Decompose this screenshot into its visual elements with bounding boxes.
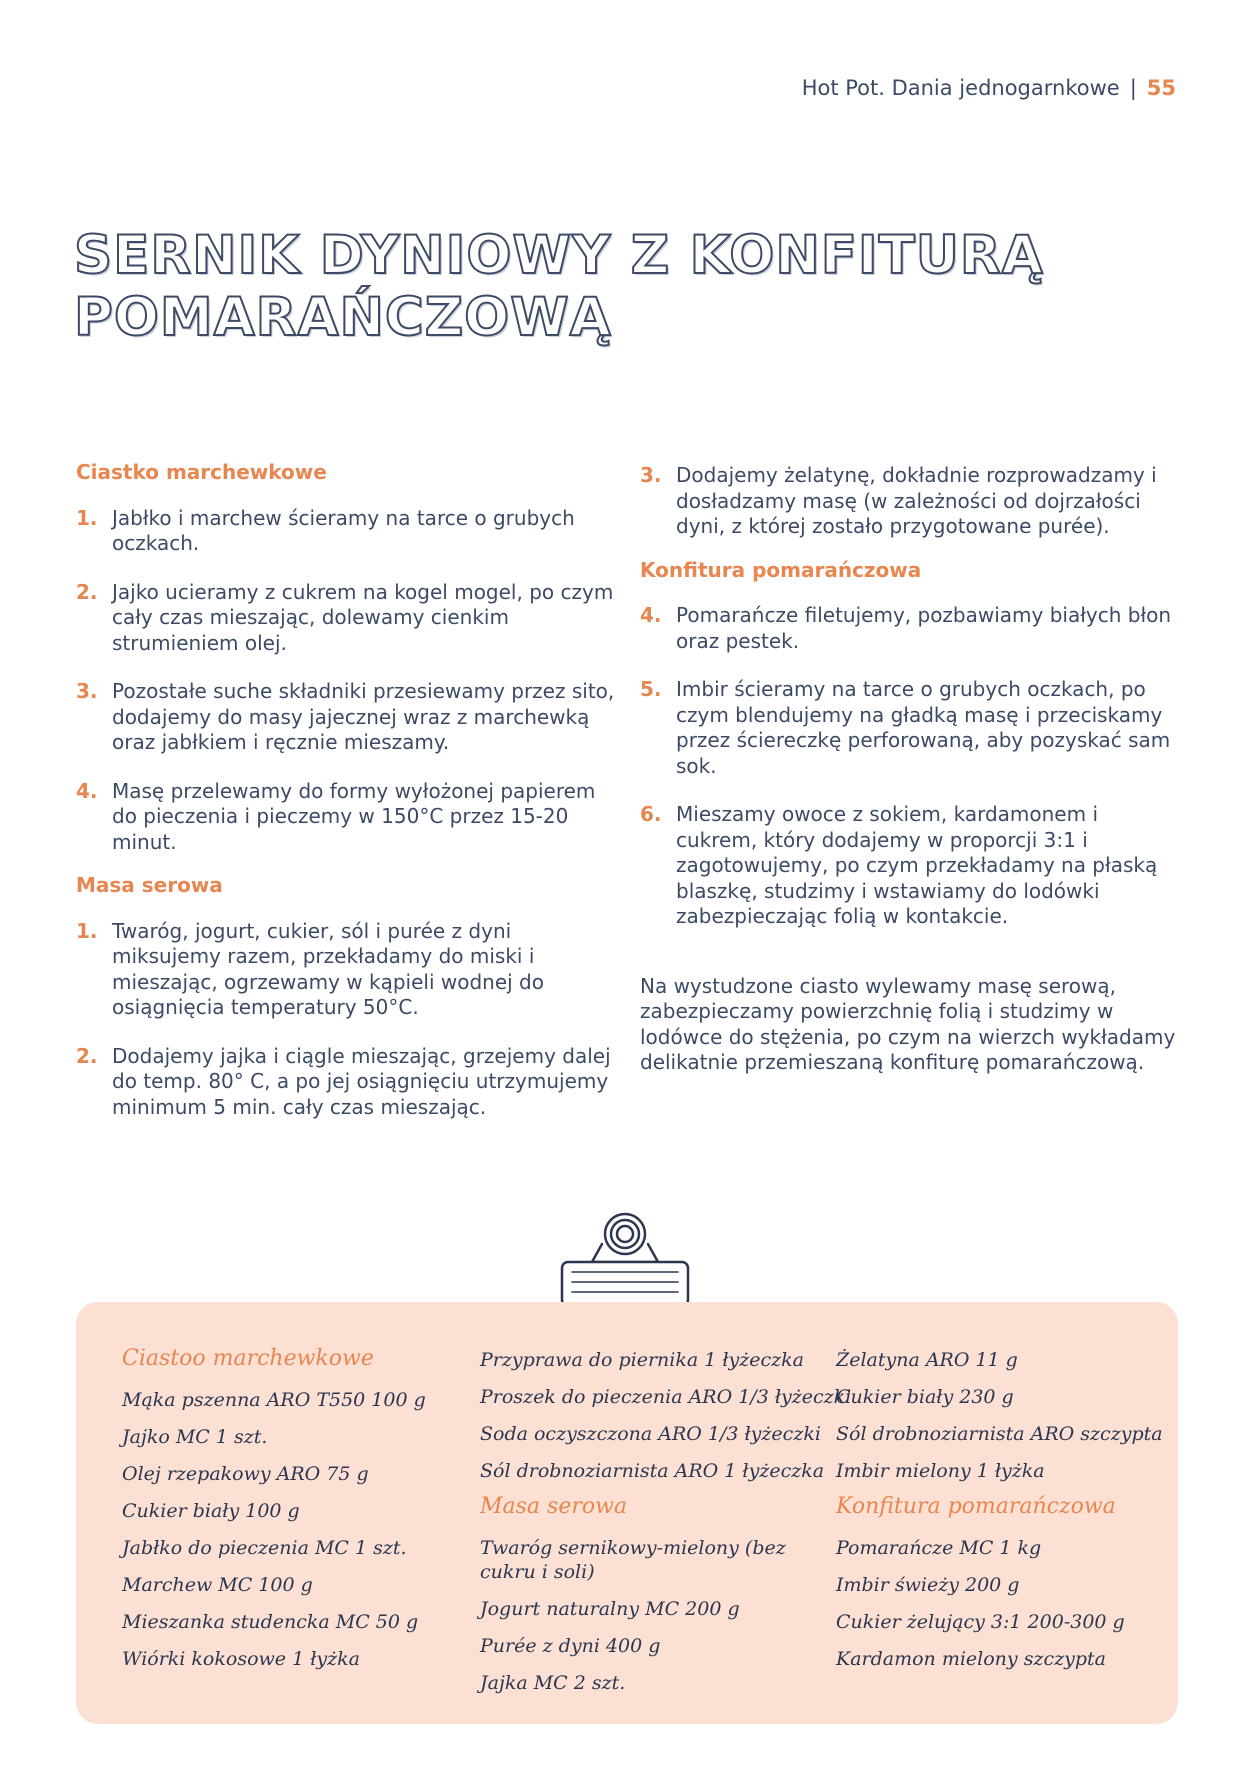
ingredient-item: Jajko MC 1 szt. [122, 1426, 268, 1448]
recipe-title [74, 225, 1074, 349]
step-item [76, 580, 621, 657]
ingredient-item: Wiórki kokosowe 1 łyżka [122, 1648, 360, 1670]
instructions-right-column [640, 463, 1180, 1076]
step-text: Dodajemy żelatynę, dokładnie rozprowadzamy i dosładzamy masę (w zależności od dojrzałości dyni, z której zostało przygotowane purée). [676, 463, 1157, 538]
ingredient-item: Jajka MC 2 szt. [480, 1672, 626, 1694]
step-number: 6. [640, 802, 662, 826]
step-text: Pomarańcze filetujemy, pozbawiamy białych błon oraz pestek. [676, 603, 1172, 653]
konfitura-heading: Konfitura pomarańczowa [640, 557, 922, 582]
step-text: Dodajemy jajka i ciągle mieszając, grzejemy dalej do temp. 80° C, a po jej osiągnięciu utrzymujemy minimum 5 min. cały czas mieszając. [112, 1043, 611, 1119]
step-text: Masę przelewamy do formy wyłożonej papierem do pieczenia i pieczemy w 150°C przez 15-20 minut. [112, 778, 596, 854]
step-item [76, 779, 621, 856]
ingredient-item: Twaróg sernikowy-mielony (bez cukru i soli) [480, 1537, 786, 1583]
ingredient-item: Proszek do pieczenia ARO 1/3 łyżeczki [480, 1386, 852, 1408]
ingredient-item: Mieszanka studencka MC 50 g [122, 1611, 419, 1633]
step-text: Pozostałe suche składniki przesiewamy przez sito, dodajemy do masy jajecznej wraz z marchewką oraz jabłkiem i ręcznie mieszamy. [112, 679, 615, 754]
ingredient-item: Żelatyna ARO 11 g [836, 1349, 1018, 1371]
step-text: Mieszamy owoce z sokiem, kardamonem i cukrem, który dodajemy w proporcji 3:1 i zagotowujemy, po czym przekładamy na płaską blaszkę, studzimy i wstawiamy do lodówki zabezpieczając folią w kontakcie. [676, 802, 1158, 928]
step-number: 1. [76, 505, 98, 530]
ingredient-item: Olej rzepakowy ARO 75 g [122, 1463, 369, 1485]
binder-clip-icon [558, 1210, 692, 1314]
step-number: 3. [640, 463, 662, 487]
ingredients-heading: Ciastoo marchewkowe [122, 1346, 374, 1371]
ingredient-item: Soda oczyszczona ARO 1/3 łyżeczki [480, 1423, 821, 1445]
ingredient-item: Purée z dyni 400 g [480, 1635, 661, 1657]
ingredients-column-3 [836, 1342, 1166, 1678]
ingredient-item: Pomarańcze MC 1 kg [836, 1537, 1042, 1559]
step-number: 2. [76, 579, 98, 604]
step-number: 4. [640, 603, 662, 627]
page-number: 55 [1146, 76, 1176, 100]
header-separator: | [1129, 76, 1137, 100]
ingredient-item: Kardamon mielony szczypta [836, 1648, 1106, 1670]
masa-steps-continued [640, 463, 1180, 540]
step-item [76, 679, 621, 756]
step-text: Imbir ścieramy na tarce o grubych oczkach, po czym blendujemy na gładką masę i przeciskamy przez ściereczkę perforowaną, aby pozyskać sam sok. [676, 677, 1171, 778]
ingredient-item: Jogurt naturalny MC 200 g [480, 1598, 740, 1620]
ingredients-column-2 [480, 1342, 852, 1702]
ingredient-item: Cukier biały 100 g [122, 1500, 300, 1522]
step-number: 2. [76, 1043, 98, 1068]
step-item [640, 677, 1180, 779]
konfitura-steps [640, 603, 1180, 930]
ingredients-box [76, 1302, 1178, 1724]
step-item [640, 463, 1180, 540]
recipe-title-line1: SERNIK DYNIOWY Z KONFITURĄ [74, 225, 1044, 286]
ciastko-heading: Ciastko marchewkowe [76, 460, 327, 484]
instructions-left-column [76, 460, 621, 1143]
ingredients-heading: Konfitura pomarańczowa [836, 1494, 1116, 1519]
ingredient-item: Mąka pszenna ARO T550 100 g [122, 1389, 426, 1411]
step-number: 5. [640, 677, 662, 701]
step-text: Jabłko i marchew ścieramy na tarce o grubych oczkach. [112, 505, 575, 555]
step-item [640, 802, 1180, 930]
ingredient-item: Jabłko do pieczenia MC 1 szt. [122, 1537, 407, 1559]
ingredient-item: Sól drobnoziarnista ARO szczypta [836, 1423, 1163, 1445]
masa-heading: Masa serowa [76, 873, 223, 897]
ingredient-item: Marchew MC 100 g [122, 1574, 313, 1596]
section-title: Hot Pot. Dania jednogarnkowe [801, 76, 1120, 100]
ingredients-column-1 [122, 1342, 442, 1678]
ingredient-item: Imbir mielony 1 łyżka [836, 1460, 1045, 1482]
page-header [802, 76, 1176, 100]
ingredient-item: Imbir świeży 200 g [836, 1574, 1020, 1596]
step-text: Jajko ucieramy z cukrem na kogel mogel, po czym cały czas mieszając, dolewamy cienkim strumieniem olej. [112, 579, 614, 655]
step-number: 3. [76, 679, 98, 703]
step-text: Twaróg, jogurt, cukier, sól i purée z dyni miksujemy razem, przekładamy do miski i mieszając, ogrzewamy w kąpieli wodnej do osiągnięcia temperatury 50°C. [112, 918, 544, 1019]
ciastko-steps [76, 506, 621, 856]
ingredient-item: Sól drobnoziarnista ARO 1 łyżeczka [480, 1460, 825, 1482]
step-item [76, 1044, 621, 1121]
step-item [640, 603, 1180, 654]
step-item [76, 919, 621, 1021]
ingredients-heading: Masa serowa [480, 1494, 628, 1519]
ingredient-item: Cukier żelujący 3:1 200-300 g [836, 1611, 1125, 1633]
ingredient-item: Cukier biały 230 g [836, 1386, 1014, 1408]
step-item [76, 506, 621, 557]
final-paragraph: Na wystudzone ciasto wylewamy masę serową, zabezpieczamy powierzchnię folią i studzimy w lodówce do stężenia, po czym na wierzch wykładamy delikatnie przemieszaną konfiturę pomarańczową. [640, 973, 1176, 1074]
recipe-title-line2: POMARAŃCZOWĄ [74, 287, 612, 348]
masa-steps [76, 919, 621, 1121]
step-number: 1. [76, 918, 98, 943]
ingredient-item: Przyprawa do piernika 1 łyżeczka [480, 1349, 804, 1371]
step-number: 4. [76, 778, 98, 803]
